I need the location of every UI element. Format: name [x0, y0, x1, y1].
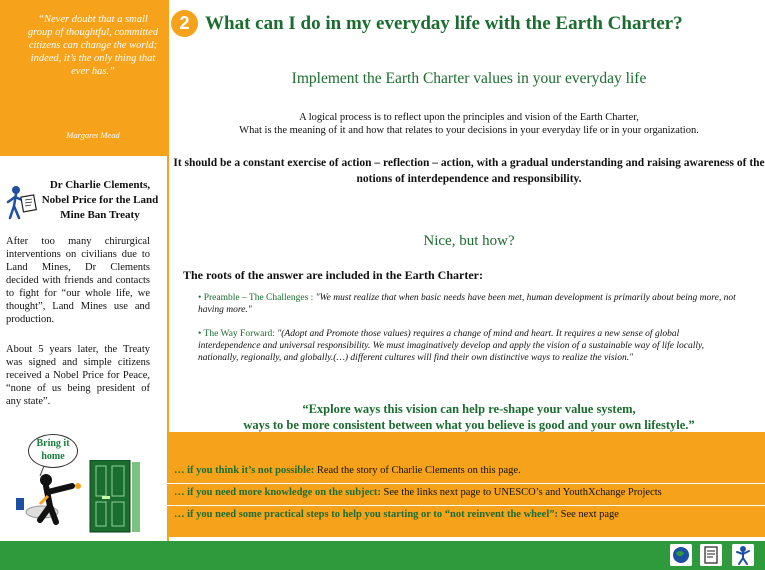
document-icon[interactable] [700, 544, 722, 566]
nice-but-how-heading: Nice, but how? [423, 233, 515, 249]
link-2-lead: … if you need more knowledge on the subject: [174, 487, 381, 498]
door-key-figure-illustration [10, 460, 160, 536]
link-2-text: See the links next page to UNESCO’s and YouthXchange Projects [383, 487, 662, 498]
bullet-preamble: • Preamble – The Challenges : "We must realize that when basic needs have been met, human development is primarily about being more, not having more." [198, 293, 736, 315]
bullet-1-lead: Preamble – The Challenges : [203, 293, 314, 303]
link-1-text: Read the story of Charlie Clements on this page. [316, 465, 521, 476]
bullet-2-text: "(Adopt and Promote those values) requires a change of mind and heart. It requires a new sense of global interdependence and universal responsibility. We must imaginatively develop and apply the vision of a sustainable way of life locally, nationally, regionally, and globally.(…) different cultures will find their own distinctive ways to realize the vision." [198, 329, 705, 363]
bullet-way-forward: • The Way Forward: "(Adopt and Promote those values) requires a change of mind and heart. It requires a new sense of global interdependence and universal responsibility. We must imaginatively develop and apply the vision of a sustainable way of life locally, nationally, regionally, and globally.(…) different cultures will find their own distinctive ways to realize the vision." [198, 329, 705, 363]
exercise-paragraph: It should be a constant exercise of action – reflection – action, with a gradual understanding and raising awareness of the notions of interdependence and responsibility. [173, 157, 765, 185]
intro-line-2: What is the meaning of it and how that relates to your decisions in your everyday life or in your organization. [239, 125, 699, 136]
roots-heading: The roots of the answer are included in the Earth Charter: [183, 268, 483, 282]
intro-paragraph [173, 111, 765, 137]
link-not-possible[interactable] [174, 465, 521, 476]
link-1-lead: … if you think it’s not possible: [174, 465, 315, 476]
quote-text: “Never doubt that a small group of thoughtful, committed citizens can change the world; indeed, it’s the only thing that ever has.” [27, 14, 159, 77]
person-reading-icon [6, 184, 38, 220]
link-practical-steps[interactable] [174, 509, 619, 520]
links-band [167, 432, 765, 537]
explore-quote [173, 401, 765, 433]
band-divider [167, 483, 765, 484]
bottom-bar [0, 541, 765, 570]
bullet-2-lead: The Way Forward: [203, 329, 275, 339]
earth-icon[interactable] [670, 544, 692, 566]
quote-author: Margaret Mead [66, 130, 120, 140]
person-icon[interactable] [732, 544, 754, 566]
subtitle: Implement the Earth Charter values in your everyday life [291, 70, 647, 87]
explore-line-2: ways to be more consistent between what you believe is good and your own lifestyle.” [243, 418, 695, 432]
speech-bubble: Bring it home [28, 434, 78, 468]
story-body-1: After too many chirurgical interventions on civilians due to Land Mines, Dr Clements decided with friends and contacts to fight for “our whole life, we thought”, Land Mines use and production. [6, 236, 150, 325]
link-3-lead: … if you need some practical steps to help you starting or to “not reinvent the wheel”: [174, 509, 558, 520]
story-title: Dr Charlie Clements, Nobel Price for the Land Mine Ban Treaty [41, 179, 159, 221]
page-title: What can I do in my everyday life with the Earth Charter? [205, 13, 683, 34]
section-number: 2 [171, 10, 198, 37]
band-divider [167, 505, 765, 506]
intro-line-1: A logical process is to reflect upon the principles and vision of the Earth Charter, [299, 112, 639, 123]
link-3-text: See next page [560, 509, 619, 520]
bullet-1-text: "We must realize that when basic needs have been met, human development is primarily about being more, not having more." [198, 293, 736, 315]
story-body-2: About 5 years later, the Treaty was signed and simple citizens received a Nobel Price for Peace, “none of us being president of any state”. [6, 344, 150, 407]
link-more-knowledge[interactable] [174, 487, 662, 498]
explore-line-1: “Explore ways this vision can help re-shape your value system, [302, 402, 636, 416]
